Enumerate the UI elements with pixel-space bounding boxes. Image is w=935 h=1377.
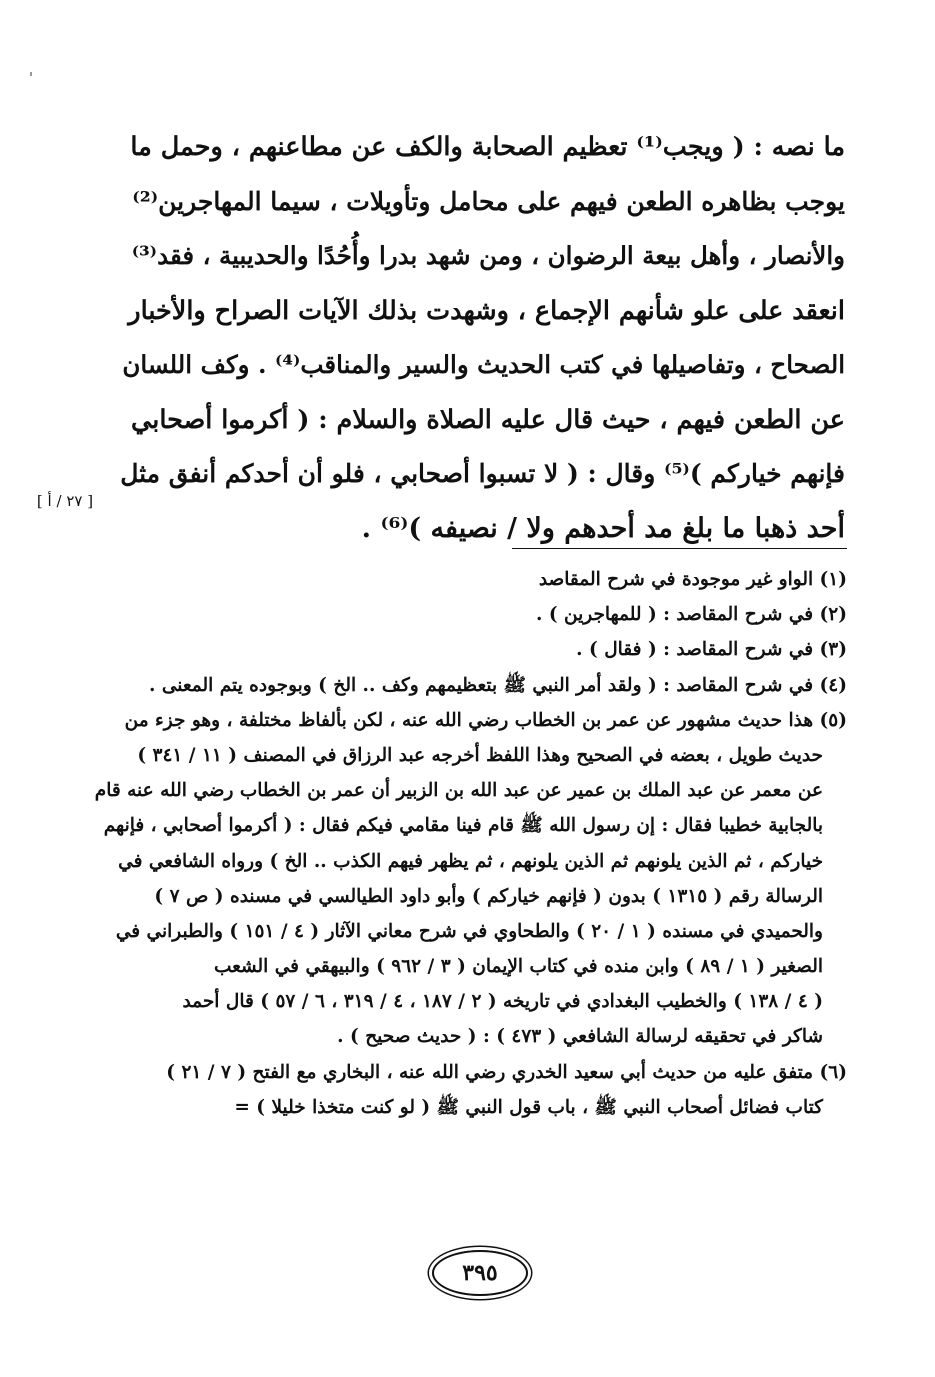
footnote-line: (٢) في شرح المقاصد : ( للمهاجرين ) . <box>535 604 847 626</box>
footnote-line: الرسالة رقم ( ١٣١٥ ) بدون ( فإنهم خياركم ) وأبو داود الطيالسي في مسنده ( ص ٧ ) <box>154 885 823 907</box>
footnote-line: الصغير ( ١ / ٨٩ ) وابن منده في كتاب الإيمان ( ٣ / ٩٦٢ ) والبيهقي في الشعب <box>213 956 823 978</box>
footnote-line: عن معمر عن عبد الملك بن عمير عن عبد الله بن الزبير أن عمر بن الخطاب رضي الله عنه قام <box>94 780 823 802</box>
footnote-line: (٥) هذا حديث مشهور عن عمر بن الخطاب رضي الله عنه ، لكن بألفاظ مختلفة ، وهو جزء من <box>124 709 847 731</box>
footnote-line: (٤) في شرح المقاصد : ( ولقد أمر النبي ﷺ بتعظيمهم وكف .. الخ ) وبوجوده يتم المعنى . <box>148 674 847 696</box>
footnotes-block <box>87 562 847 1125</box>
main-text-line: الصحاح ، وتفاصيلها في كتب الحديث والسير والمناقب⁽⁴⁾ . وكف اللسان <box>122 350 845 379</box>
footnote-line: كتاب فضائل أصحاب النبي ﷺ ، باب قول النبي ﷺ ( لو كنت متخذا خليلا ) = <box>234 1096 823 1118</box>
main-text-block <box>120 120 845 556</box>
page-number: ٣٩٥ <box>432 1250 528 1296</box>
footnote-line: (٦) متفق عليه من حديث أبي سعيد الخدري رضي الله عنه ، البخاري مع الفتح ( ٧ / ٢١ ) <box>166 1061 847 1083</box>
main-text-line: فإنهم خياركم )⁽⁵⁾ وقال : ( لا تسبوا أصحابي ، فلو أن أحدكم أنفق مثل <box>120 459 845 488</box>
main-text-line: ما نصه : ( ويجب⁽¹⁾ تعظيم الصحابة والكف عن مطاعنهم ، وحمل ما <box>130 132 845 162</box>
footnote-line: والحميدي في مسنده ( ١ / ٢٠ ) والطحاوي في شرح معاني الآثار ( ٤ / ١٥١ ) والطبراني في <box>115 920 823 942</box>
footnote-line: (٣) في شرح المقاصد : ( فقال ) . <box>576 639 847 661</box>
footnote-divider <box>512 548 847 549</box>
main-text-line: أحد ذهبا ما بلغ مد أحدهم ولا / نصيفه )⁽⁶⁾ . <box>361 512 845 544</box>
manuscript-folio-reference: [ ٢٧ / أ ] <box>36 492 94 510</box>
main-text-line: يوجب بظاهره الطعن فيهم على محامل وتأويلات ، سيما المهاجرين⁽²⁾ <box>132 186 845 216</box>
footnote-line: ( ٤ / ١٣٨ ) والخطيب البغدادي في تاريخه ( ٢ / ١٨٧ ، ٤ / ٣١٩ ، ٦ / ٥٧ ) قال أحمد <box>182 991 823 1013</box>
footnote-line: حديث طويل ، بعضه في الصحيح وهذا اللفظ أخرجه عبد الرزاق في المصنف ( ١١ / ٣٤١ ) <box>137 744 823 766</box>
footnote-line: شاكر في تحقيقه لرسالة الشافعي ( ٤٧٣ ) : ( حديث صحيح ) . <box>337 1026 823 1048</box>
main-text-line: انعقد على علو شأنهم الإجماع ، وشهدت بذلك الآيات الصراح والأخبار <box>128 295 845 326</box>
scan-speck <box>30 72 32 76</box>
main-text-line: والأنصار ، وأهل بيعة الرضوان ، ومن شهد بدرا وأُحُدًا والحديبية ، فقد⁽³⁾ <box>131 241 845 270</box>
main-text-line: عن الطعن فيهم ، حيث قال عليه الصلاة والسلام : ( أكرموا أصحابي <box>131 404 845 435</box>
footnote-line: خياركم ، ثم الذين يلونهم ثم الذين يلونهم ، ثم يظهر فيهم الكذب .. الخ ) ورواه الشافعي في <box>118 850 823 872</box>
footnote-line: بالجابية خطيبا فقال : إن رسول الله ﷺ قام فينا مقامي فيكم فقال : ( أكرموا أصحابي ، فإنهم <box>103 815 823 837</box>
footnote-line: (١) الواو غير موجودة في شرح المقاصد <box>538 569 847 590</box>
